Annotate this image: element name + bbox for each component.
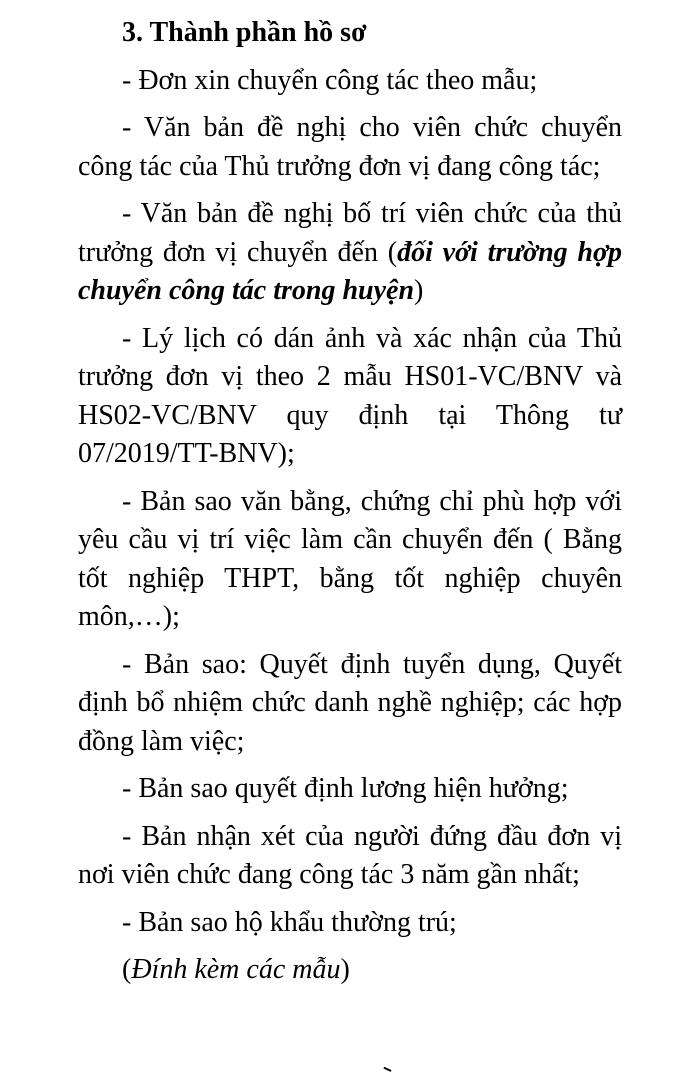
document-page — [78, 14, 622, 999]
list-item-salary-decision: - Bản sao quyết định lương hiện hưởng; — [122, 773, 569, 804]
list-item-application-form: - Đơn xin chuyển công tác theo mẫu; — [122, 64, 538, 96]
emphasized-condition: đối với trường hợp chuyển công tác trong huyện — [78, 236, 622, 306]
note-text: Đính kèm các mẫu — [131, 954, 341, 985]
cropped-text-fragment-bottom — [380, 1067, 391, 1078]
list-item-decisions: - Bản sao: Quyết định tuyển dụng, Quyết định bổ nhiệm chức danh nghề nghiệp; các hợp đồng làm việc; — [78, 648, 622, 757]
list-item-transfer-request: - Văn bản đề nghị cho viên chức chuyển công tác của Thủ trưởng đơn vị đang công tác; — [78, 112, 622, 182]
list-item-evaluation: - Bản nhận xét của người đứng đầu đơn vị nơi viên chức đang công tác 3 năm gần nhất; — [78, 820, 622, 890]
list-item-diplomas: - Bản sao văn bằng, chứng chỉ phù hợp với yêu cầu vị trí việc làm cần chuyển đến ( Bằng tốt nghiệp THPT, bằng tốt nghiệp chuyên môn,…); — [78, 485, 622, 632]
section-title: 3. Thành phần hồ sơ — [122, 17, 367, 48]
item-text-end: ) — [414, 275, 424, 306]
list-item-placement-request — [78, 195, 622, 311]
attachment-note — [78, 951, 622, 990]
note-paren-open: ( — [122, 954, 132, 985]
item-text: - Văn bản đề nghị bố trí viên chức của thủ trưởng đơn vị chuyển đến ( — [78, 198, 622, 268]
note-paren-close: ) — [340, 954, 350, 985]
list-item-household-registration: - Bản sao hộ khẩu thường trú; — [122, 906, 457, 938]
list-item-resume: - Lý lịch có dán ảnh và xác nhận của Thủ trưởng đơn vị theo 2 mẫu HS01-VC/BNV và HS02-VC/BNV quy định tại Thông tư 07/2019/TT-BNV); — [78, 322, 622, 469]
